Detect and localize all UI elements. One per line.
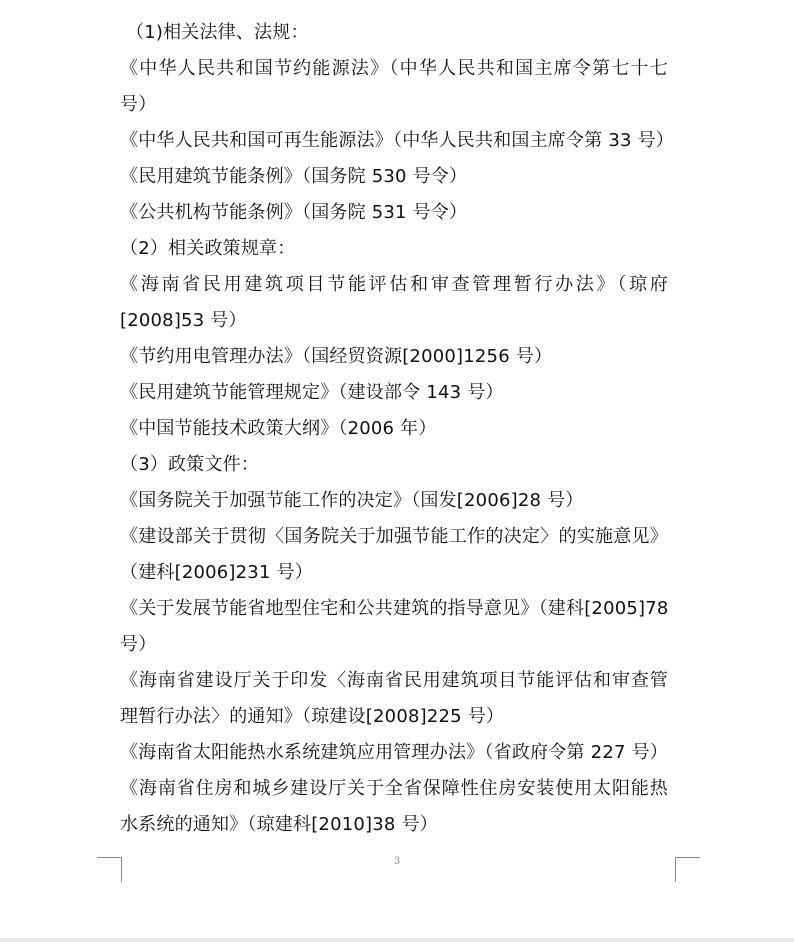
list-item: 《中华人民共和国节约能源法》（中华人民共和国主席令第七十七	[120, 58, 668, 79]
list-item-continuation: [2008]53 号）	[120, 310, 247, 331]
list-item: 《公共机构节能条例》（国务院 531 号令）	[120, 202, 468, 223]
section-heading-policies: （2）相关政策规章：	[120, 238, 296, 259]
section-heading-documents: （3）政策文件：	[120, 454, 260, 475]
page-number: 3	[393, 856, 401, 867]
page-gap-divider	[0, 938, 794, 942]
list-item: 《海南省建设厅关于印发〈海南省民用建筑项目节能评估和审查管	[120, 670, 668, 691]
list-item-continuation: 号）	[120, 94, 157, 115]
page-corner-mark-right	[675, 857, 700, 882]
list-item-continuation: 水系统的通知》（琼建科[2010]38 号）	[120, 814, 438, 835]
list-item: 《建设部关于贯彻〈国务院关于加强节能工作的决定〉的实施意见》	[120, 526, 668, 547]
list-item: 《节约用电管理办法》（国经贸资源[2000]1256 号）	[120, 346, 553, 367]
list-item: 《中国节能技术政策大纲》（2006 年）	[120, 418, 437, 439]
list-item-continuation: 理暂行办法〉的通知》（琼建设[2008]225 号）	[120, 706, 505, 727]
list-item: 《海南省太阳能热水系统建筑应用管理办法》（省政府令第 227 号）	[120, 742, 668, 763]
section-heading-laws: （1)相关法律、法规：	[126, 22, 309, 43]
list-item: 《民用建筑节能管理规定》（建设部令 143 号）	[120, 382, 504, 403]
list-item: 《海南省民用建筑项目节能评估和审查管理暂行办法》（琼府	[120, 274, 668, 295]
list-item: 《中华人民共和国可再生能源法》（中华人民共和国主席令第 33 号）	[120, 130, 674, 151]
list-item-continuation: 号）	[120, 634, 157, 655]
page-corner-mark-left	[97, 857, 122, 882]
list-item-continuation: （建科[2006]231 号）	[120, 562, 313, 583]
list-item: 《海南省住房和城乡建设厅关于全省保障性住房安装使用太阳能热	[120, 778, 668, 799]
list-item: 《国务院关于加强节能工作的决定》（国发[2006]28 号）	[120, 490, 584, 511]
document-body	[120, 15, 674, 843]
list-item: 《关于发展节能省地型住宅和公共建筑的指导意见》（建科[2005]78	[120, 598, 669, 619]
list-item: 《民用建筑节能条例》（国务院 530 号令）	[120, 166, 468, 187]
